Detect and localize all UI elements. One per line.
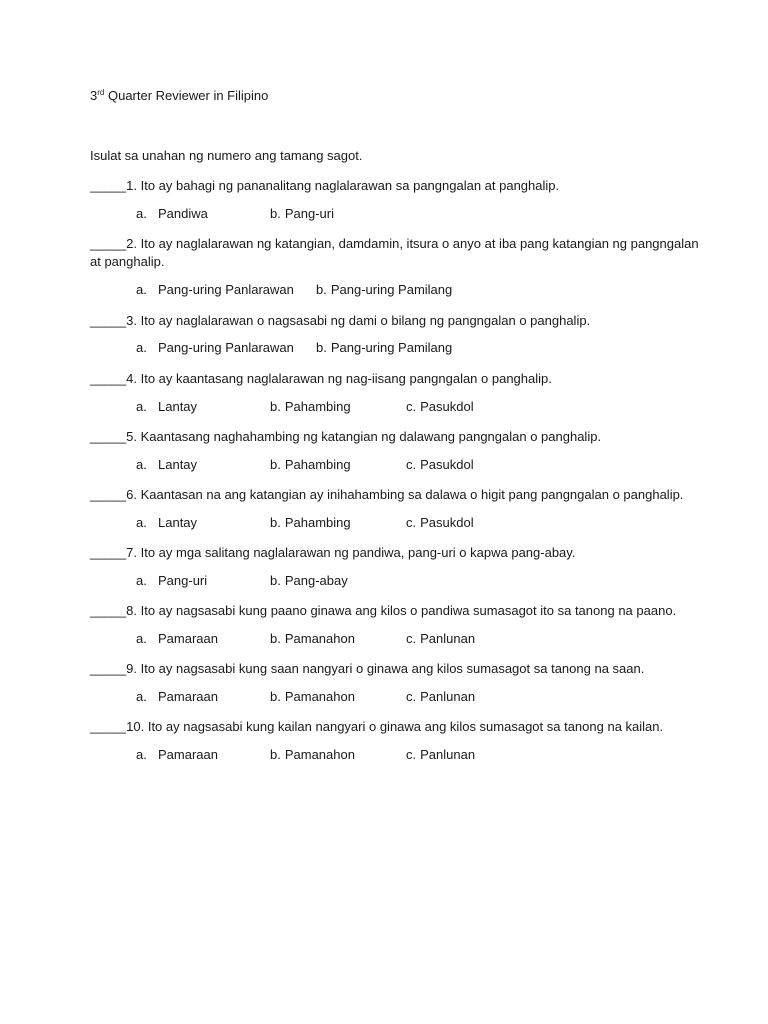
choice-b <box>270 515 351 530</box>
choices-row <box>136 747 696 765</box>
choice-a <box>136 573 207 588</box>
choice-a <box>136 631 218 646</box>
choice-text: Lantay <box>158 515 198 530</box>
choice-text: Pahambing <box>284 399 351 414</box>
choice-letter: b. <box>270 747 281 762</box>
choice-a <box>136 282 294 297</box>
title-ordinal-suffix: rd <box>97 88 105 97</box>
question-2: _____2. Ito ay naglalarawan ng katangian, damdamin, itsura o anyo at iba pang katangian ng pangngalan at panghalip. <box>90 236 699 269</box>
choice-text: Pamaraan <box>158 747 218 762</box>
question-8: _____8. Ito ay nagsasabi kung paano ginawa ang kilos o pandiwa sumasagot ito sa tanong na paano. <box>90 603 677 618</box>
choice-letter: b. <box>270 689 281 704</box>
choices-row <box>136 631 696 649</box>
choice-text: Pasukdol <box>420 457 474 472</box>
choice-letter: a. <box>136 206 147 221</box>
choice-a <box>136 689 218 704</box>
choice-text: Pasukdol <box>420 515 474 530</box>
choice-text: Lantay <box>158 399 198 414</box>
choice-c <box>406 689 475 704</box>
choice-letter: c. <box>406 399 417 414</box>
choice-letter: a. <box>136 689 147 704</box>
choice-a <box>136 340 294 355</box>
choice-text: Pamaraan <box>158 631 218 646</box>
choice-text: Panlunan <box>420 689 476 704</box>
title-number: 3 <box>90 88 98 103</box>
choices-row <box>136 340 696 358</box>
question-9: _____9. Ito ay nagsasabi kung saan nangyari o ginawa ang kilos sumasagot sa tanong na saan. <box>90 661 645 676</box>
instructions: Isulat sa unahan ng numero ang tamang sagot. <box>90 148 363 163</box>
title-text: Quarter Reviewer in Filipino <box>104 88 269 103</box>
choice-b <box>270 573 348 588</box>
choices-row <box>136 206 696 224</box>
choice-text: Pahambing <box>284 515 351 530</box>
choice-letter: a. <box>136 399 147 414</box>
choice-letter: b. <box>270 457 281 472</box>
choice-text: Pang-uring Panlarawan <box>158 282 294 297</box>
choices-row <box>136 573 696 591</box>
choice-c <box>406 457 474 472</box>
choice-letter: a. <box>136 457 147 472</box>
choice-text: Pahambing <box>284 457 351 472</box>
choice-b <box>270 206 334 221</box>
choice-a <box>136 399 197 414</box>
question-10: _____10. Ito ay nagsasabi kung kailan nangyari o ginawa ang kilos sumasagot sa tanong na kailan. <box>90 719 664 734</box>
choice-letter: a. <box>136 340 147 355</box>
choice-text: Pang-uring Panlarawan <box>158 340 294 355</box>
choice-b <box>270 689 355 704</box>
question-3: _____3. Ito ay naglalarawan o nagsasabi ng dami o bilang ng pangngalan o panghalip. <box>90 313 591 328</box>
choice-text: Pamanahon <box>284 747 355 762</box>
choice-text: Pamanahon <box>284 689 355 704</box>
choice-letter: b. <box>270 206 281 221</box>
choice-letter: b. <box>270 573 281 588</box>
choice-text: Pang-uring Pamilang <box>330 282 453 297</box>
choice-b <box>270 457 351 472</box>
choice-text: Pandiwa <box>158 206 208 221</box>
question-4: _____4. Ito ay kaantasang naglalarawan ng nag-iisang pangngalan o panghalip. <box>90 371 552 386</box>
question-7: _____7. Ito ay mga salitang naglalarawan ng pandiwa, pang-uri o kapwa pang-abay. <box>90 545 576 560</box>
choices-row <box>136 689 696 707</box>
choice-b <box>270 631 355 646</box>
choices-row <box>136 399 696 417</box>
choice-a <box>136 206 208 221</box>
choice-letter: b. <box>270 515 281 530</box>
choice-letter: b. <box>270 399 281 414</box>
choice-text: Pang-uri <box>284 206 334 221</box>
choice-letter: a. <box>136 515 147 530</box>
choice-text: Pamaraan <box>158 689 218 704</box>
choice-letter: c. <box>406 515 417 530</box>
choice-text: Lantay <box>158 457 198 472</box>
choice-letter: a. <box>136 747 147 762</box>
choice-letter: a. <box>136 573 147 588</box>
choice-b <box>270 747 355 762</box>
choice-text: Panlunan <box>420 747 476 762</box>
choice-b <box>316 340 452 355</box>
choice-a <box>136 457 197 472</box>
choice-text: Panlunan <box>420 631 476 646</box>
choice-letter: b. <box>316 340 327 355</box>
question-6: _____6. Kaantasan na ang katangian ay inihahambing sa dalawa o higit pang pangngalan o panghalip. <box>90 487 684 502</box>
choice-letter: c. <box>406 457 417 472</box>
choice-text: Pamanahon <box>284 631 355 646</box>
choice-letter: a. <box>136 631 147 646</box>
choice-b <box>270 399 351 414</box>
question-1: _____1. Ito ay bahagi ng pananalitang naglalarawan sa pangngalan at panghalip. <box>90 178 560 193</box>
document-title <box>90 88 268 103</box>
choice-c <box>406 515 474 530</box>
question-5: _____5. Kaantasang naghahambing ng katangian ng dalawang pangngalan o panghalip. <box>90 429 602 444</box>
choice-c <box>406 399 474 414</box>
choice-text: Pang-uring Pamilang <box>330 340 453 355</box>
choice-letter: a. <box>136 282 147 297</box>
choice-letter: c. <box>406 747 417 762</box>
choice-b <box>316 282 452 297</box>
choice-text: Pang-abay <box>284 573 348 588</box>
choice-letter: b. <box>316 282 327 297</box>
choice-c <box>406 631 475 646</box>
choice-text: Pang-uri <box>158 573 208 588</box>
choice-letter: c. <box>406 631 417 646</box>
choice-c <box>406 747 475 762</box>
choices-row <box>136 515 696 533</box>
choices-row <box>136 282 696 300</box>
choices-row <box>136 457 696 475</box>
choice-letter: c. <box>406 689 417 704</box>
choice-a <box>136 747 218 762</box>
choice-a <box>136 515 197 530</box>
choice-letter: b. <box>270 631 281 646</box>
choice-text: Pasukdol <box>420 399 474 414</box>
